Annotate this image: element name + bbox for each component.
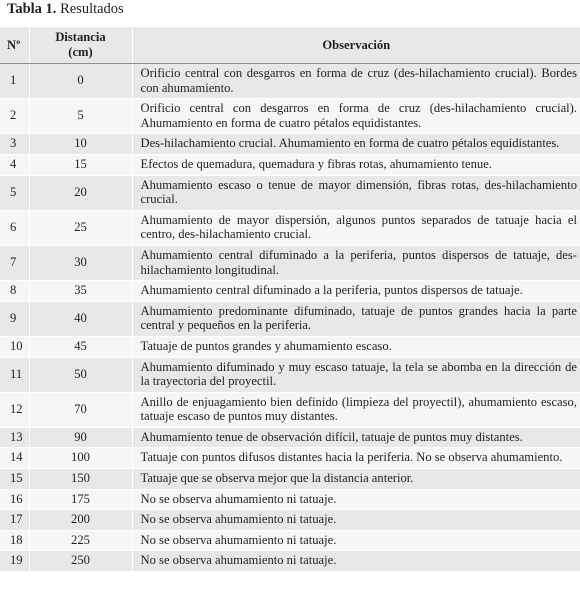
row-observation: Tatuaje con puntos difusos distantes hacia la periferia. No se observa ahumamiento. (132, 448, 580, 469)
table-row (0, 134, 580, 155)
row-observation: Ahumamiento predominante difuminado, tatuaje de puntos grandes hacia la parte central y pequeños en la periferia. (132, 301, 580, 336)
row-number: 6 (0, 210, 29, 245)
row-number: 19 (0, 551, 29, 572)
table-caption-text: Resultados (56, 1, 124, 17)
table-row (0, 245, 580, 280)
row-number: 11 (0, 357, 29, 392)
table-row (0, 427, 580, 448)
table-row (0, 469, 580, 490)
table-row (0, 510, 580, 531)
row-distance: 250 (29, 551, 132, 572)
row-number: 13 (0, 427, 29, 448)
row-observation: No se observa ahumamiento ni tatuaje. (132, 510, 580, 531)
header-number: Nº (0, 27, 29, 64)
row-distance: 15 (29, 154, 132, 175)
row-observation: Tatuaje que se observa mejor que la distancia anterior. (132, 469, 580, 490)
row-observation: Ahumamiento tenue de observación difícil, tatuaje de puntos muy distantes. (132, 427, 580, 448)
row-distance: 225 (29, 530, 132, 551)
row-number: 16 (0, 489, 29, 510)
row-number: 2 (0, 99, 29, 134)
header-distance-unit: (cm) (68, 45, 93, 59)
row-number: 14 (0, 448, 29, 469)
row-number: 8 (0, 281, 29, 302)
row-distance: 35 (29, 281, 132, 302)
table-row (0, 301, 580, 336)
table-row (0, 210, 580, 245)
row-distance: 10 (29, 134, 132, 155)
row-distance: 20 (29, 175, 132, 210)
row-distance: 30 (29, 245, 132, 280)
row-number: 4 (0, 154, 29, 175)
row-number: 1 (0, 64, 29, 99)
table-row (0, 392, 580, 427)
row-observation: Anillo de enjuagamiento bien definido (limpieza del proyectil), ahumamiento escaso, tatuaje escaso de puntos muy distantes. (132, 392, 580, 427)
row-number: 10 (0, 336, 29, 357)
row-distance: 40 (29, 301, 132, 336)
row-distance: 200 (29, 510, 132, 531)
table-caption (7, 0, 124, 20)
table-caption-label: Tabla 1. (7, 1, 57, 17)
row-distance: 150 (29, 469, 132, 490)
row-observation: Ahumamiento central difuminado a la periferia, puntos dispersos de tatuaje, des-hilachamiento longitudinal. (132, 245, 580, 280)
row-number: 5 (0, 175, 29, 210)
table-row (0, 336, 580, 357)
row-observation: No se observa ahumamiento ni tatuaje. (132, 489, 580, 510)
table-row (0, 281, 580, 302)
row-observation: No se observa ahumamiento ni tatuaje. (132, 551, 580, 572)
header-row (0, 27, 580, 64)
row-observation: Efectos de quemadura, quemadura y fibras rotas, ahumamiento tenue. (132, 154, 580, 175)
row-number: 18 (0, 530, 29, 551)
row-distance: 50 (29, 357, 132, 392)
row-observation: Ahumamiento difuminado y muy escaso tatuaje, la tela se abomba en la dirección de la trayectoria del proyectil. (132, 357, 580, 392)
row-distance: 100 (29, 448, 132, 469)
table-row (0, 448, 580, 469)
row-observation: Orificio central con desgarros en forma de cruz (des-hilachamiento crucial). Bordes con ahumamiento. (132, 64, 580, 99)
row-observation: Des-hilachamiento crucial. Ahumamiento en forma de cuatro pétalos equidistantes. (132, 134, 580, 155)
row-distance: 45 (29, 336, 132, 357)
header-distance (29, 27, 132, 64)
row-observation: Ahumamiento de mayor dispersión, algunos puntos separados de tatuaje hacia el centro, des-hilachamiento crucial. (132, 210, 580, 245)
table-row (0, 64, 580, 99)
table-row (0, 357, 580, 392)
row-distance: 90 (29, 427, 132, 448)
table-row (0, 489, 580, 510)
row-observation: Tatuaje de puntos grandes y ahumamiento escaso. (132, 336, 580, 357)
table-row (0, 551, 580, 572)
row-number: 15 (0, 469, 29, 490)
row-number: 3 (0, 134, 29, 155)
row-number: 9 (0, 301, 29, 336)
row-distance: 25 (29, 210, 132, 245)
row-distance: 175 (29, 489, 132, 510)
row-observation: No se observa ahumamiento ni tatuaje. (132, 530, 580, 551)
row-number: 12 (0, 392, 29, 427)
header-observation: Observación (132, 27, 580, 64)
table-row (0, 530, 580, 551)
table-row (0, 154, 580, 175)
row-observation: Ahumamiento central difuminado a la periferia, puntos dispersos de tatuaje. (132, 281, 580, 302)
row-distance: 0 (29, 64, 132, 99)
row-distance: 70 (29, 392, 132, 427)
table-row (0, 99, 580, 134)
row-distance: 5 (29, 99, 132, 134)
row-number: 7 (0, 245, 29, 280)
row-number: 17 (0, 510, 29, 531)
row-observation: Ahumamiento escaso o tenue de mayor dimensión, fibras rotas, des-hilachamiento crucial. (132, 175, 580, 210)
header-distance-line1: Distancia (55, 30, 106, 44)
row-observation: Orificio central con desgarros en forma de cruz (des-hilachamiento crucial). Ahumamiento en forma de cuatro pétalos equidistantes. (132, 99, 580, 134)
results-table (0, 27, 580, 572)
table-row (0, 175, 580, 210)
